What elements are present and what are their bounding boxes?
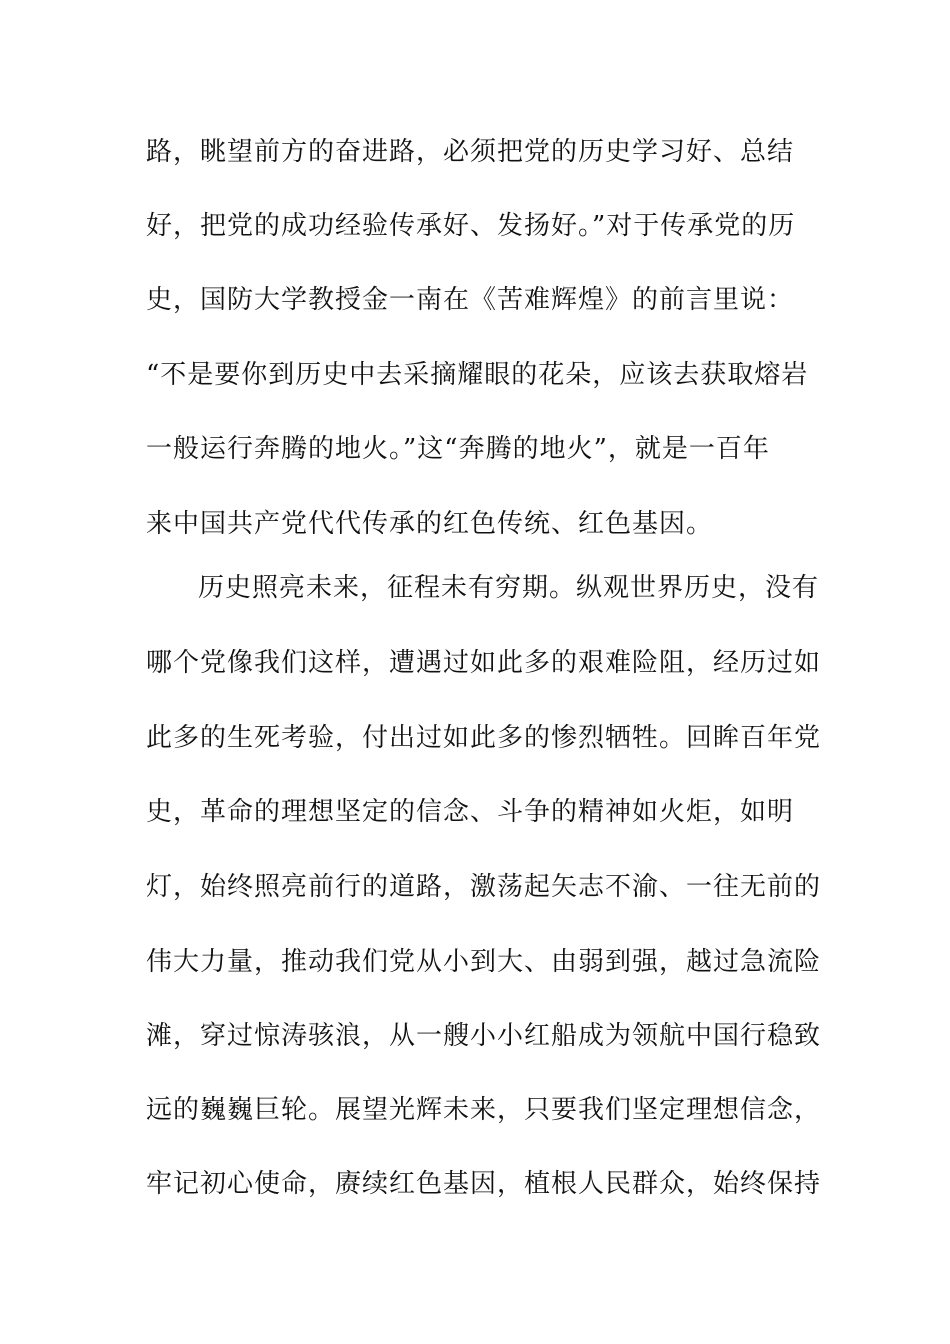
text-line: 来中国共产党代代传承的红色传统、红色基因。 <box>146 509 714 539</box>
text-line: 路，眺望前方的奋进路，必须把党的历史学习好、总结 <box>146 137 795 167</box>
text-line: 一般运行奔腾的地火。”这“奔腾的地火”，就是一百年 <box>146 434 770 464</box>
text-line: 史，革命的理想坚定的信念、斗争的精神如火炬，如明 <box>146 797 795 827</box>
text-line: “不是要你到历史中去采摘耀眼的花朵，应该去获取熔岩 <box>146 360 809 390</box>
text-line: 此多的生死考验，付出过如此多的惨烈牺牲。回眸百年党 <box>146 723 822 753</box>
text-line: 远的巍巍巨轮。展望光辉未来，只要我们坚定理想信念， <box>146 1095 822 1125</box>
text-line: 伟大力量，推动我们党从小到大、由弱到强，越过急流险 <box>146 947 822 977</box>
text-line: 滩，穿过惊涛骇浪，从一艘小小红船成为领航中国行稳致 <box>146 1021 822 1051</box>
text-line: 哪个党像我们这样，遭遇过如此多的艰难险阻，经历过如 <box>146 648 822 678</box>
text-line: 史，国防大学教授金一南在《苦难辉煌》的前言里说： <box>146 285 795 315</box>
text-line: 好，把党的成功经验传承好、发扬好。”对于传承党的历 <box>146 211 796 241</box>
text-line: 牢记初心使命，赓续红色基因，植根人民群众，始终保持 <box>146 1169 822 1199</box>
text-line: 灯，始终照亮前行的道路，激荡起矢志不渝、一往无前的 <box>146 872 822 902</box>
paragraph-first-line: 历史照亮未来，征程未有穷期。纵观世界历史，没有 <box>198 573 820 603</box>
